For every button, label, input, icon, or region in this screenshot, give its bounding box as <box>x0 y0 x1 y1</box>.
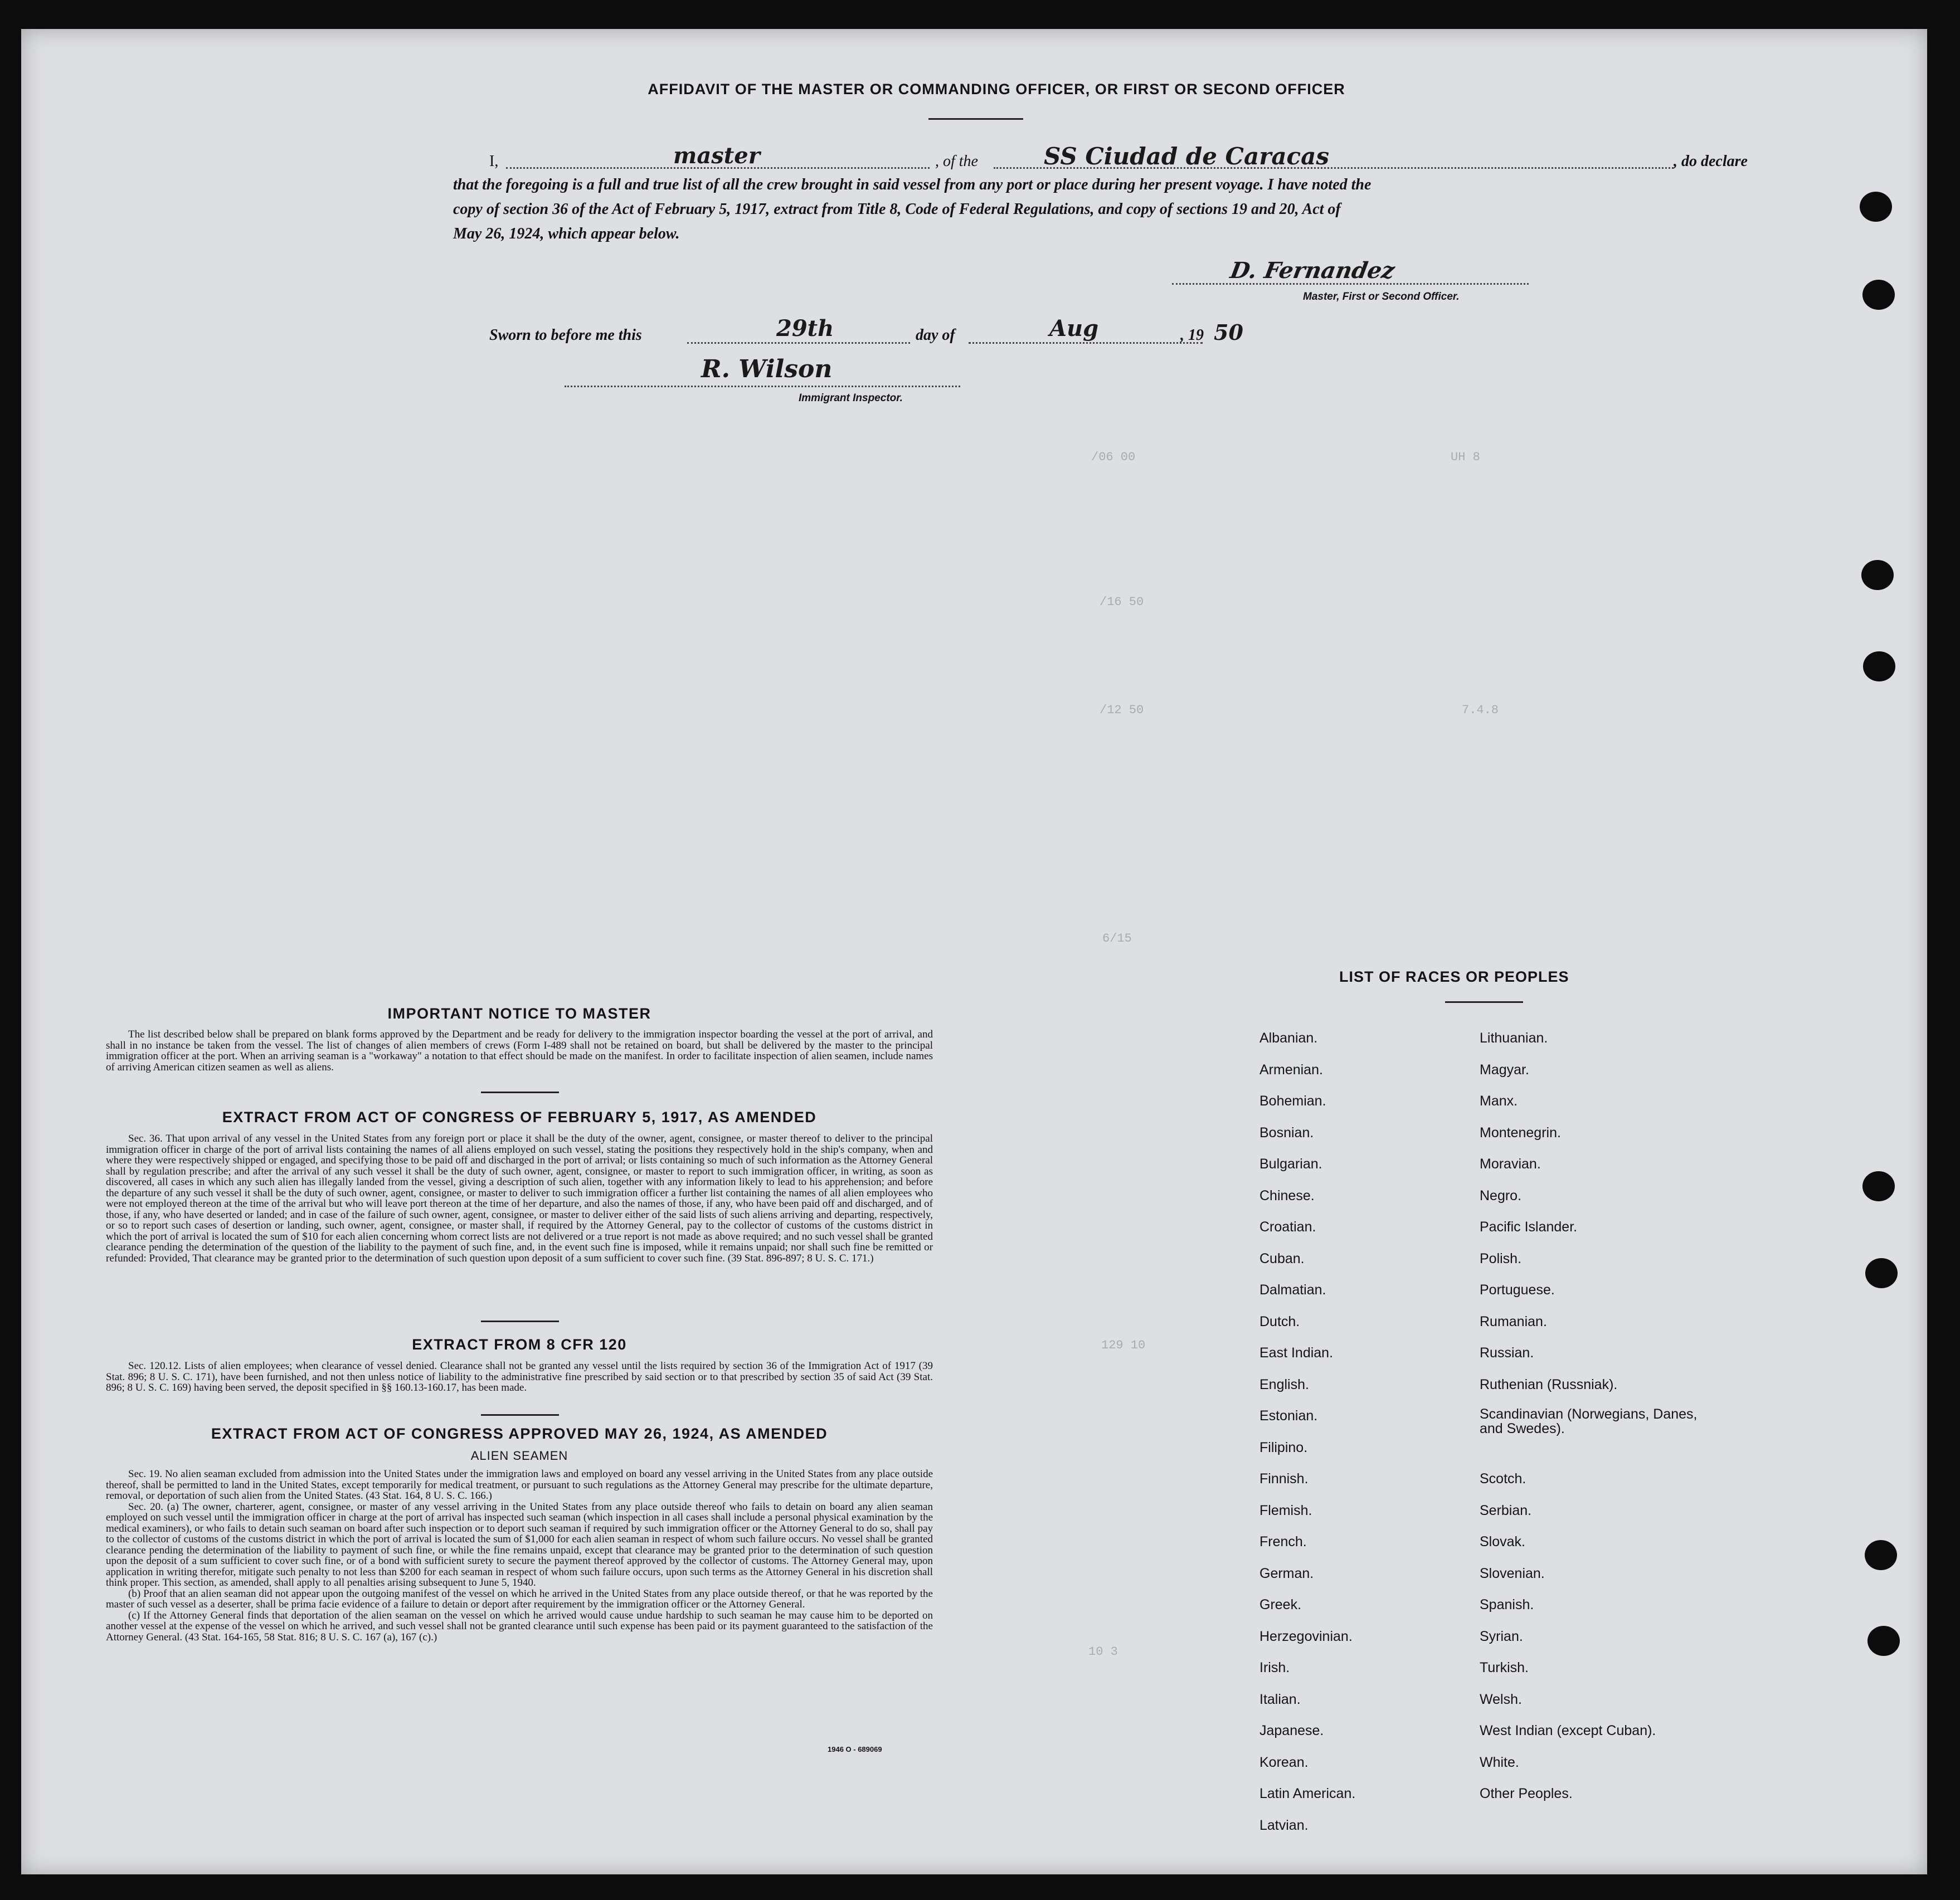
race-item: Herzegovinian. <box>1259 1628 1353 1644</box>
race-item: Cuban. <box>1259 1250 1305 1266</box>
month-blank <box>969 342 1203 344</box>
alien-seamen-subtitle: ALIEN SEAMEN <box>470 1449 568 1463</box>
section-divider <box>481 1321 559 1322</box>
sworn-month: Aug <box>1049 315 1099 342</box>
bleed-through-mark: 7.4.8 <box>1462 703 1499 717</box>
section-divider <box>481 1092 559 1093</box>
race-item: Latin American. <box>1259 1786 1356 1801</box>
bleed-through-mark: 129 10 <box>1101 1338 1146 1352</box>
section-20a-paragraph: Sec. 20. (a) The owner, charterer, agent, consignee, or master of any vessel arriving in the United States from any place outside thereof who fails to detain on board any alien seaman employed on such vessel until the immigration officer in charge at the port of arrival has inspected such seaman (which inspection in all cases shall include a personal physical examination by the medical examiners), or who fails to detain such seaman on board after such inspection or to deport such seaman if required by such immigration officer or the Attorney General to do so, shall pay to the collector of customs of the customs district in which the port of arrival is located the sum of $1,000 for each alien seaman in respect of whom such failure occurs. No vessel shall be granted clearance pending the determination of the liability to payment of such fine, or while the fine remains unpaid, except that clearance may be granted prior to the determination of such question upon the deposit of a sum sufficient to cover such fine, or of a bond with sufficient surety to secure the payment thereof approved by the collector of customs. The Attorney General may, upon application in writing therefor, mitigate such penalty to not less than $200 for each seaman in respect of whom such failure occurs, upon such terms as the Attorney General in his discretion shall think proper. This section, as amended, shall apply to all penalties arising subsequent to June 5, 1940. <box>106 1500 933 1589</box>
affidavit-title: AFFIDAVIT OF THE MASTER OR COMMANDING OFFICER, OR FIRST OR SECOND OFFICER <box>648 81 1345 98</box>
race-item: Latvian. <box>1259 1817 1309 1833</box>
race-item: Filipino. <box>1259 1439 1308 1455</box>
binder-hole <box>1861 560 1894 590</box>
race-item: Welsh. <box>1480 1691 1522 1707</box>
race-item: Turkish. <box>1480 1660 1529 1675</box>
race-item: Serbian. <box>1480 1502 1532 1518</box>
race-item: Other Peoples. <box>1480 1786 1573 1801</box>
notice-paragraph: The list described below shall be prepared on blank forms approved by the Department and be ready for delivery to the immigration inspector boarding the vessel at the port of arrival, and shall in no instance be taken from the vessel. The list of changes of alien members of crews (Form I-489 shall not be retained on board, but shall be delivered by the master to the principal immigration officer at the port. When an arriving seaman is a "workaway" a notation to that effect should be made on the manifest. In order to facilitate inspection of alien seamen, include names of arriving American citizen seamen as well as aliens. <box>106 1029 933 1073</box>
race-item: Negro. <box>1480 1187 1522 1204</box>
section-120-12-paragraph: Sec. 120.12. Lists of alien employees; when clearance of vessel denied. Clearance shall not be granted any vessel until the lists required by section 36 of the Immigration Act of 1917 (39 Stat. 896; 8 U. S. C. 171), have been furnished, and not then unless notice of liability to the administrative fine prescribed by said section or to that prescribed by section 35 of said Act (39 Stat. 896; 8 U. S. C. 169) having been served, the deposit specified in §§ 160.13-160.17, has been made. <box>106 1360 933 1394</box>
race-item: Bohemian. <box>1259 1093 1326 1109</box>
race-item: Albanian. <box>1259 1030 1318 1046</box>
bleed-through-mark: 6/15 <box>1102 932 1132 946</box>
bleed-through-mark: /12 50 <box>1100 703 1144 717</box>
day-blank <box>687 342 910 344</box>
section-36-paragraph: Sec. 36. That upon arrival of any vessel in the United States from any foreign port or place it shall be the duty of the owner, agent, consignee, or master thereof to deliver to the principal immigration officer in charge of the port of arrival lists containing the names of all aliens employed on such vessel, stating the positions they respectively hold in the ship's company, when and where they were respectively shipped or engaged, and specifying those to be paid off and discharged in the port of arrival; or lists containing so much of such information as the Attorney General shall by regulation prescribe; and after the arrival of any such vessel it shall be the duty of such owner, agent, consignee, or master to report to such immigration officer, in writing, as soon as discovered, all cases in which any such alien has illegally landed from the vessel, giving a description of such alien, together with any information likely to lead to his apprehension; and before the departure of any such vessel it shall be the duty of such owner, agent, consignee, or master to deliver to such immigration officer a further list containing the names of all alien employees who were not employed thereon at the time of the arrival but who will leave port thereon at the time of her departure, and also the names of those, if any, who have been paid off and discharged, and of those, if any, who have deserted or landed; and in case of the failure of such owner, agent, consignee, or master to deliver either of the said lists of such aliens arriving and departing, respectively, or so to report such cases of desertion or landing, such owner, agent, consignee, or master shall, if required by the Attorney General, pay to the collector of customs of the customs district in which the port of arrival is located the sum of $10 for each alien concerning whom correct lists are not delivered or a true report is not made as above required; and no such vessel shall be granted clearance pending the determination of the question of the liability to the payment of such fine, and, in the event such fine is imposed, while it remains unpaid; nor shall such fine be remitted or refunded: Provided, That clearance may be granted prior to the determination of such question upon deposit of a sum sufficient to cover such fine. (39 Stat. 896-897; 8 U. S. C. 171.) <box>106 1133 933 1264</box>
master-caption: Master, First or Second Officer. <box>1303 291 1460 303</box>
race-item: Manx. <box>1480 1093 1518 1109</box>
race-item: Dutch. <box>1259 1313 1300 1329</box>
section-19-paragraph: Sec. 19. No alien seaman excluded from admission into the United States under the immigration laws and employed on board any vessel arriving in the United States from any place outside thereof, shall be permitted to land in the United States, except temporarily for medical treatment, or pursuant to such regulations as the Attorney General may prescribe for the ultimate departure, removal, or deportation of such alien from the United States. (43 Stat. 164, 8 U. S. C. 166.) <box>106 1468 933 1502</box>
race-item: Magyar. <box>1480 1061 1529 1078</box>
inspector-caption: Immigrant Inspector. <box>799 392 903 404</box>
race-item: East Indian. <box>1259 1345 1334 1361</box>
race-item: Finnish. <box>1259 1471 1309 1487</box>
inspector-signature: R. Wilson <box>701 355 833 383</box>
declaration-body-line: that the foregoing is a full and true list of all the crew brought in said vessel from any port or place during her present voyage. I have noted the <box>453 176 1371 193</box>
declaration-body-line: copy of section 36 of the Act of February 5, 1917, extract from Title 8, Code of Federal Regulations, and copy of sections 19 and 20, Act of <box>453 201 1341 218</box>
year-suffix: 50 <box>1214 320 1243 345</box>
of-the-label: , of the <box>935 153 978 170</box>
print-code: 1946 O - 689069 <box>828 1745 882 1753</box>
race-item: Spanish. <box>1480 1597 1534 1612</box>
declaration-body-line: May 26, 1924, which appear below. <box>453 225 680 242</box>
sworn-line <box>489 308 1270 347</box>
bleed-through-mark: /16 50 <box>1100 595 1144 609</box>
sworn-day: 29th <box>776 315 834 342</box>
extract-1924-title: EXTRACT FROM ACT OF CONGRESS APPROVED MAY 26, 1924, AS AMENDED <box>211 1425 828 1442</box>
section-20b-paragraph: (b) Proof that an alien seaman did not appear upon the outgoing manifest of the vessel on which he arrived in the United States from any place outside thereof, or that he was reported by the master of such vessel as a deserter, shall be prima facie evidence of a failure to detain or deport after requirement by the immigration officer or the Attorney General. <box>106 1587 933 1610</box>
race-item: Irish. <box>1259 1660 1290 1675</box>
section-20c-paragraph: (c) If the Attorney General finds that deportation of the alien seaman on the vessel on which he arrived would cause undue hardship to such seaman he may cause him to be deported on another vessel at the expense of the vessel on which he arrived, and such vessel shall not be granted clearance until such expense has been paid or its payment guaranteed to the satisfaction of the Attorney General. (43 Stat. 164-165, 58 Stat. 816; 8 U. S. C. 167 (a), 167 (c).) <box>106 1609 933 1643</box>
race-item: Japanese. <box>1259 1723 1324 1738</box>
race-item: Chinese. <box>1259 1187 1315 1204</box>
inspector-signature-line <box>565 386 960 387</box>
binder-hole <box>1867 1626 1900 1656</box>
race-item: Flemish. <box>1259 1502 1312 1518</box>
binder-hole <box>1865 1258 1898 1288</box>
race-item: Syrian. <box>1480 1628 1523 1644</box>
race-item: Estonian. <box>1259 1408 1318 1424</box>
extract-cfr-text <box>106 1361 933 1394</box>
race-item: Lithuanian. <box>1480 1030 1548 1046</box>
race-item: Moravian. <box>1480 1156 1541 1172</box>
day-of-label: day of <box>916 327 955 344</box>
race-item: White. <box>1480 1754 1519 1770</box>
bleed-through-mark: UH 8 <box>1451 450 1480 464</box>
extract-1917-title: EXTRACT FROM ACT OF CONGRESS OF FEBRUARY 5, 1917, AS AMENDED <box>222 1109 817 1126</box>
race-item: Russian. <box>1480 1345 1534 1361</box>
extract-cfr-title: EXTRACT FROM 8 CFR 120 <box>412 1336 627 1353</box>
document-sheet <box>21 29 1927 1874</box>
i-label: I, <box>489 153 499 170</box>
race-item: Greek. <box>1259 1597 1302 1612</box>
bleed-through-mark: 10 3 <box>1088 1645 1118 1659</box>
race-item: Scandinavian (Norwegians, Danes, and Swedes). <box>1480 1406 1698 1436</box>
race-item: French. <box>1259 1534 1307 1550</box>
race-item: Rumanian. <box>1480 1313 1547 1329</box>
binder-hole <box>1860 192 1892 222</box>
declare-label: , do declare <box>1674 153 1748 170</box>
race-item: Portuguese. <box>1480 1282 1555 1298</box>
vessel-handwriting: SS Ciudad de Caracas <box>1044 143 1329 170</box>
notice-text <box>106 1029 933 1073</box>
master-signature-line <box>1172 283 1529 285</box>
race-item: Polish. <box>1480 1250 1522 1266</box>
binder-hole <box>1865 1540 1897 1570</box>
race-item: Korean. <box>1259 1754 1309 1770</box>
race-item: Armenian. <box>1259 1061 1323 1078</box>
binder-hole <box>1862 1171 1895 1201</box>
race-item: Slovenian. <box>1480 1565 1545 1581</box>
binder-hole <box>1863 651 1895 681</box>
race-item: Ruthenian (Russniak). <box>1480 1376 1618 1392</box>
section-divider <box>481 1414 559 1416</box>
races-title-divider <box>1445 1001 1523 1003</box>
race-item: Pacific Islander. <box>1480 1219 1578 1235</box>
race-item: German. <box>1259 1565 1314 1581</box>
bleed-through-mark: /06 00 <box>1091 450 1136 464</box>
race-item: Bosnian. <box>1259 1124 1314 1141</box>
race-item: Slovak. <box>1480 1534 1525 1550</box>
races-title: LIST OF RACES OR PEOPLES <box>1339 968 1569 985</box>
extract-1924-text <box>106 1469 933 1643</box>
races-column-1 <box>1259 1029 1355 1848</box>
races-column-2 <box>1480 1029 1703 1816</box>
race-item: Montenegrin. <box>1480 1124 1561 1141</box>
officer-handwriting: master <box>673 143 760 169</box>
title-divider <box>928 118 1023 120</box>
race-item: Croatian. <box>1259 1219 1316 1235</box>
race-item: Bulgarian. <box>1259 1156 1322 1172</box>
year-prefix: , 19 <box>1180 327 1204 344</box>
sworn-label: Sworn to before me this <box>489 327 642 344</box>
race-item: West Indian (except Cuban). <box>1480 1723 1656 1738</box>
notice-title: IMPORTANT NOTICE TO MASTER <box>387 1005 651 1022</box>
binder-hole <box>1862 280 1895 310</box>
master-signature: D. Fernandez <box>1228 257 1397 284</box>
declaration-body <box>453 173 1821 246</box>
race-item: Dalmatian. <box>1259 1282 1326 1298</box>
race-item: Scotch. <box>1480 1471 1526 1487</box>
race-item: Italian. <box>1259 1691 1301 1707</box>
race-item: English. <box>1259 1376 1309 1392</box>
extract-1917-text <box>106 1133 933 1264</box>
